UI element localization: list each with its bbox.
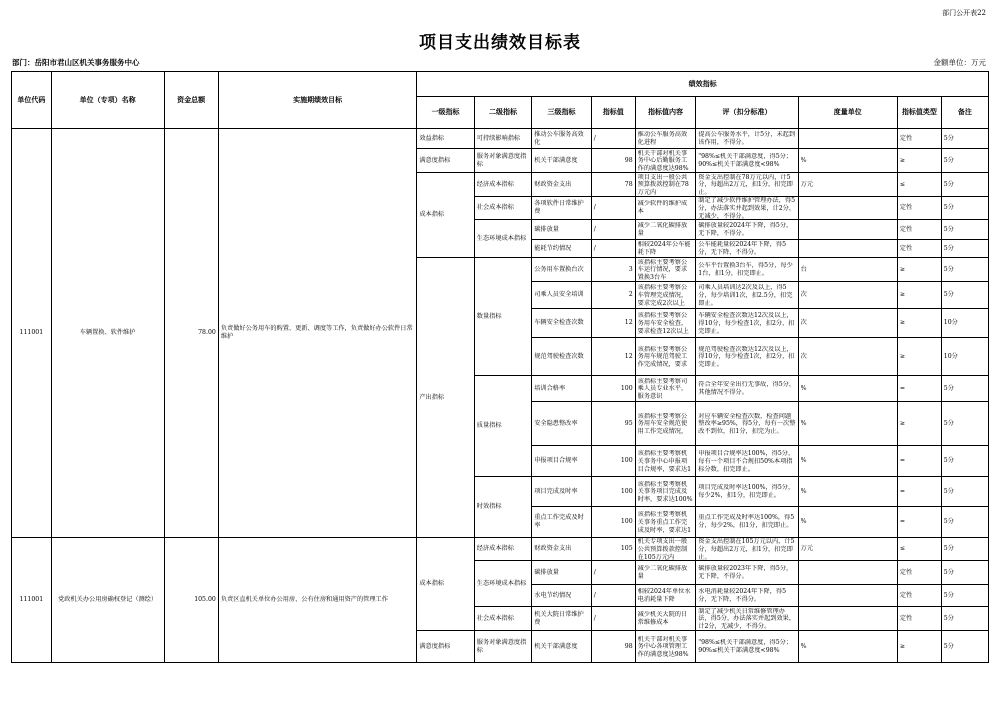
scoring-rule bbox=[696, 561, 798, 585]
level3-indicator: 水电节约情况 bbox=[532, 585, 592, 607]
value-type: ≥ bbox=[897, 282, 941, 309]
indicator-content bbox=[635, 258, 696, 282]
indicator-value: / bbox=[591, 220, 635, 240]
indicator-content-text: 该指标主要考察机关事务中心申报项目合规率，要求达1 bbox=[637, 450, 692, 472]
measure-unit bbox=[798, 240, 897, 258]
remark: 5分 bbox=[941, 631, 988, 663]
value-type: ≥ bbox=[897, 149, 941, 173]
header-l2: 二级指标 bbox=[474, 97, 531, 129]
indicator-content bbox=[635, 338, 696, 376]
scoring-rule-text: 资金支出控制在105万元以内，计5分，每超出2万元，扣1分，扣完即止。 bbox=[698, 538, 795, 560]
scoring-rule bbox=[696, 129, 798, 149]
header-rule: 评（扣分标准） bbox=[696, 97, 798, 129]
scoring-rule bbox=[696, 173, 798, 197]
indicator-content bbox=[635, 282, 696, 309]
measure-unit: % bbox=[798, 446, 897, 477]
indicator-content-text: 该指标主要考察公务用车安全检查，要求检查12次以上 bbox=[637, 312, 689, 334]
indicator-value: 98 bbox=[591, 149, 635, 173]
scoring-rule-text: "98%≤机关干部满意度，得5分；90%≤机关干部满意度<98% bbox=[698, 152, 793, 168]
implementation-goal: 负责区直机关单位办公用房、公有住房和通用资产的管理工作 bbox=[218, 538, 417, 663]
remark: 10分 bbox=[941, 309, 988, 338]
level2-indicator: 生态环境成本指标 bbox=[474, 220, 531, 258]
scoring-rule bbox=[696, 607, 798, 631]
scoring-rule bbox=[696, 197, 798, 220]
page-title: 项目支出绩效目标表 bbox=[419, 33, 581, 53]
remark: 5分 bbox=[941, 585, 988, 607]
indicator-content bbox=[635, 538, 696, 561]
remark: 5分 bbox=[941, 197, 988, 220]
indicator-value: 2 bbox=[591, 282, 635, 309]
indicator-value: 105 bbox=[591, 538, 635, 561]
remark: 5分 bbox=[941, 376, 988, 402]
indicator-value: 98 bbox=[591, 631, 635, 663]
indicator-content bbox=[635, 376, 696, 402]
measure-unit: 万元 bbox=[798, 173, 897, 197]
level3-indicator: 机关干部满意度 bbox=[532, 149, 592, 173]
scoring-rule bbox=[696, 507, 798, 538]
value-type: = bbox=[897, 507, 941, 538]
level2-indicator: 服务对象满意度指标 bbox=[474, 631, 531, 663]
measure-unit: % bbox=[798, 402, 897, 446]
scoring-rule-text: 提高公车服务水平，计5分，未起到该作用，不得分。 bbox=[698, 130, 796, 146]
remark: 5分 bbox=[941, 173, 988, 197]
indicator-content bbox=[635, 477, 696, 507]
indicator-value: 100 bbox=[591, 446, 635, 477]
unit-code: 111001 bbox=[12, 538, 52, 663]
level3-indicator: 规范驾驶检查次数 bbox=[532, 338, 592, 376]
value-type: ≥ bbox=[897, 258, 941, 282]
indicator-content-text: 该指标主要考察公车运行情况，要求置换3台车 bbox=[637, 258, 688, 281]
scoring-rule-text: 符合全年安全出行无事故，得5分，其他情况不得分。 bbox=[698, 380, 796, 396]
scoring-rule bbox=[696, 220, 798, 240]
measure-unit bbox=[798, 585, 897, 607]
value-type: = bbox=[897, 376, 941, 402]
measure-unit bbox=[798, 197, 897, 220]
level3-indicator: 财政资金支出 bbox=[532, 173, 592, 197]
indicator-content bbox=[635, 197, 696, 220]
indicator-content bbox=[635, 631, 696, 663]
level3-indicator: 推动公车服务高效化 bbox=[532, 129, 592, 149]
indicator-value: / bbox=[591, 607, 635, 631]
indicator-value: 12 bbox=[591, 338, 635, 376]
indicator-content-text: 减少二氧化碳排放量 bbox=[637, 564, 688, 580]
indicator-value: / bbox=[591, 240, 635, 258]
remark: 5分 bbox=[941, 561, 988, 585]
amount-unit-label: 金额单位：万元 bbox=[933, 58, 986, 67]
indicator-value: 12 bbox=[591, 309, 635, 338]
remark: 5分 bbox=[941, 607, 988, 631]
indicator-value: 100 bbox=[591, 477, 635, 507]
indicator-content bbox=[635, 240, 696, 258]
scoring-rule-text: 车辆安全检查次数达12次及以上，得10分，每少检查1次，扣2分，扣完即止。 bbox=[698, 312, 795, 334]
indicator-content bbox=[635, 585, 696, 607]
level3-indicator: 碳排放量 bbox=[532, 220, 592, 240]
measure-unit: 次 bbox=[798, 282, 897, 309]
value-type: 定性 bbox=[897, 585, 941, 607]
indicator-content-text: 推动公车服务高效化进程 bbox=[637, 130, 688, 146]
remark: 5分 bbox=[941, 446, 988, 477]
header-value: 指标值 bbox=[591, 97, 635, 129]
implementation-goal: 负责做好公务用车的购置、更新、调度等工作，负责做好办公软件日常维护 bbox=[218, 129, 417, 538]
scoring-rule bbox=[696, 282, 798, 309]
indicator-content bbox=[635, 220, 696, 240]
header-l3: 三级指标 bbox=[532, 97, 592, 129]
level1-indicator: 满意度指标 bbox=[417, 631, 474, 663]
level1-indicator: 满意度指标 bbox=[417, 149, 474, 173]
header-note: 备注 bbox=[941, 97, 988, 129]
fund-total: 78.00 bbox=[164, 129, 218, 538]
level3-indicator: 机关干部满意度 bbox=[532, 631, 592, 663]
level3-indicator: 安全隐患整改率 bbox=[532, 402, 592, 446]
scoring-rule bbox=[696, 149, 798, 173]
level3-indicator: 重点工作完成及时率 bbox=[532, 507, 592, 538]
level3-indicator: 机关大院日常维护费 bbox=[532, 607, 592, 631]
unit-code: 111001 bbox=[12, 129, 52, 538]
value-type: 定性 bbox=[897, 240, 941, 258]
level1-indicator: 成本指标 bbox=[417, 173, 474, 258]
indicator-value: 100 bbox=[591, 507, 635, 538]
measure-unit: % bbox=[798, 631, 897, 663]
level1-indicator: 产出指标 bbox=[417, 258, 474, 538]
value-type: ≥ bbox=[897, 402, 941, 446]
value-type: ≤ bbox=[897, 538, 941, 561]
level3-indicator: 培训合格率 bbox=[532, 376, 592, 402]
unit-name: 党政机关办公用房确权登记（测绘） bbox=[51, 538, 164, 663]
value-type: ≥ bbox=[897, 338, 941, 376]
level2-indicator: 质量指标 bbox=[474, 376, 531, 477]
header-code: 单位代码 bbox=[12, 72, 52, 129]
unit-name: 车辆置换、软件维护 bbox=[51, 129, 164, 538]
level1-indicator: 效益指标 bbox=[417, 129, 474, 149]
scoring-rule-text: 制定了减少软件维护管理办法，得5分，办法落实并起到效果，计2分，无减少，不得分。 bbox=[698, 197, 796, 219]
level3-indicator: 申报项目合规率 bbox=[532, 446, 592, 477]
scoring-rule-text: 碳排放量较2024年下降，得5分，无下降，不得分。 bbox=[698, 221, 793, 237]
scoring-rule bbox=[696, 240, 798, 258]
indicator-value: 95 bbox=[591, 402, 635, 446]
indicator-value: / bbox=[591, 585, 635, 607]
level3-indicator: 碳排放量 bbox=[532, 561, 592, 585]
scoring-rule-text: 资金支出控制在78万元以内，计5分，每超出2万元，扣1分，扣完即止。 bbox=[698, 173, 793, 196]
header-type: 指标值类型 bbox=[897, 97, 941, 129]
level3-indicator: 各项软件日常维护费 bbox=[532, 197, 592, 220]
scoring-rule-text: 项目完成及时率达100%，得5分，每少2%，扣1分，扣完即止。 bbox=[698, 483, 795, 499]
indicator-value: / bbox=[591, 197, 635, 220]
scoring-rule-text: 公车能耗量较2024年下降，得5分，无下降，不得分。 bbox=[698, 240, 787, 256]
indicator-content-text: 该指标主要考察司乘人员专业水平，服务意识 bbox=[637, 377, 688, 400]
value-type: ≤ bbox=[897, 173, 941, 197]
scoring-rule bbox=[696, 446, 798, 477]
value-type: ≥ bbox=[897, 631, 941, 663]
scoring-rule bbox=[696, 309, 798, 338]
indicator-content-text: 减少机关大院的日常维修成本 bbox=[637, 610, 688, 626]
header-indicators: 绩效指标 bbox=[417, 72, 989, 97]
value-type: 定性 bbox=[897, 129, 941, 149]
value-type: 定性 bbox=[897, 607, 941, 631]
scoring-rule-text: 制定了减少机关日常维修管理办法，得5分，办法落实并起到效果，计2分，无减少，不得分。 bbox=[698, 607, 796, 630]
header-name: 单位（专项）名称 bbox=[51, 72, 164, 129]
indicator-content bbox=[635, 129, 696, 149]
department-label: 部门：岳阳市君山区机关事务服务中心 bbox=[12, 58, 140, 67]
level3-indicator: 司乘人员安全培训 bbox=[532, 282, 592, 309]
indicator-content-text: 相较2024年公车能耗下降 bbox=[637, 240, 691, 256]
measure-unit: 万元 bbox=[798, 538, 897, 561]
indicator-content bbox=[635, 446, 696, 477]
remark: 5分 bbox=[941, 149, 988, 173]
value-type: = bbox=[897, 446, 941, 477]
scoring-rule-text: 碳排放量较2023年下降，得5分，无下降，不得分。 bbox=[698, 564, 793, 580]
indicator-content-text: 机关干部对机关事务中心各项管理工作的满意度达98% bbox=[637, 635, 689, 658]
scoring-rule-text: 规范驾驶检查次数达12次及以上，得10分，每少检查1次，扣2分，扣完即止。 bbox=[698, 345, 795, 368]
indicator-content bbox=[635, 173, 696, 197]
scoring-rule-text: 水电消耗量较2024年下降，得5分，无下降，不得分。 bbox=[698, 587, 787, 603]
indicator-value: 78 bbox=[591, 173, 635, 197]
level2-indicator: 经济成本指标 bbox=[474, 173, 531, 197]
remark: 5分 bbox=[941, 538, 988, 561]
scoring-rule-text: 司乘人员培训达2次及以上，得5分，每少培训1次，扣2.5分，扣完即止。 bbox=[698, 284, 793, 306]
indicator-content-text: 相较2024年单位水电消耗量下降 bbox=[637, 587, 691, 603]
level2-indicator: 可持续影响指标 bbox=[474, 129, 531, 149]
scoring-rule bbox=[696, 538, 798, 561]
level1-indicator: 成本指标 bbox=[417, 538, 474, 631]
scoring-rule bbox=[696, 631, 798, 663]
table-body bbox=[12, 129, 989, 663]
remark: 5分 bbox=[941, 258, 988, 282]
level3-indicator: 财政资金支出 bbox=[532, 538, 592, 561]
header-total: 资金总额 bbox=[164, 72, 218, 129]
indicator-content-text: 该指标主要考察公务用车安全规范使用工作完成情况， bbox=[637, 412, 688, 435]
scoring-rule bbox=[696, 376, 798, 402]
scoring-rule bbox=[696, 402, 798, 446]
table-row bbox=[12, 129, 989, 149]
level2-indicator: 社会成本指标 bbox=[474, 197, 531, 220]
header-content: 指标值内容 bbox=[635, 97, 696, 129]
level3-indicator: 公务用车置换台次 bbox=[532, 258, 592, 282]
measure-unit: % bbox=[798, 376, 897, 402]
measure-unit: % bbox=[798, 477, 897, 507]
indicator-content-text: 减少软件的维护成本 bbox=[637, 200, 688, 215]
remark: 5分 bbox=[941, 402, 988, 446]
measure-unit bbox=[798, 220, 897, 240]
measure-unit bbox=[798, 561, 897, 585]
performance-table bbox=[11, 71, 989, 663]
scoring-rule bbox=[696, 338, 798, 376]
header-goal: 实施期绩效目标 bbox=[218, 72, 417, 129]
level2-indicator: 生态环境成本指标 bbox=[474, 561, 531, 607]
value-type: ≥ bbox=[897, 309, 941, 338]
scoring-rule bbox=[696, 477, 798, 507]
scoring-rule-text: 公车平台置换3台车，得5分，每少1台，扣1分，扣完即止。 bbox=[698, 261, 793, 277]
measure-unit: 台 bbox=[798, 258, 897, 282]
indicator-content bbox=[635, 607, 696, 631]
scoring-rule-text: 对应车辆安全检查次数，检查问题整改率≥95%，得5分，每有一次整改不到位，扣1分，扣完为止。 bbox=[698, 412, 796, 435]
level2-indicator: 社会成本指标 bbox=[474, 607, 531, 631]
value-type: 定性 bbox=[897, 561, 941, 585]
indicator-value: / bbox=[591, 129, 635, 149]
indicator-content-text: 该指标主要考察机关事务项目完成及时率，要求达100% bbox=[637, 480, 693, 503]
scoring-rule bbox=[696, 258, 798, 282]
remark: 5分 bbox=[941, 477, 988, 507]
indicator-content bbox=[635, 507, 696, 538]
indicator-value: 100 bbox=[591, 376, 635, 402]
scoring-rule-text: 申报项目合规率达100%，得5分，每有一个项目不合规扣50%本项指标分数，扣完即止。 bbox=[698, 450, 795, 472]
fund-total: 105.00 bbox=[164, 538, 218, 663]
header-l1: 一级指标 bbox=[417, 97, 474, 129]
value-type: 定性 bbox=[897, 220, 941, 240]
indicator-content-text: 减少二氧化碳排放量 bbox=[637, 221, 688, 237]
indicator-content bbox=[635, 561, 696, 585]
level2-indicator: 数量指标 bbox=[474, 258, 531, 376]
header-measure: 度量单位 bbox=[798, 97, 897, 129]
level3-indicator: 车辆安全检查次数 bbox=[532, 309, 592, 338]
indicator-content-text: 机关专项支出一般公共预算拨款控制在105万元内 bbox=[637, 538, 688, 560]
indicator-value: / bbox=[591, 561, 635, 585]
level3-indicator: 能耗节约情况 bbox=[532, 240, 592, 258]
measure-unit: % bbox=[798, 149, 897, 173]
remark: 10分 bbox=[941, 338, 988, 376]
indicator-content-text: 项目支出一般公共预算拨款控制在78万元内 bbox=[637, 173, 689, 196]
indicator-value: 3 bbox=[591, 258, 635, 282]
level2-indicator: 服务对象满意度指标 bbox=[474, 149, 531, 173]
scoring-rule bbox=[696, 585, 798, 607]
remark: 5分 bbox=[941, 507, 988, 538]
indicator-content bbox=[635, 149, 696, 173]
scoring-rule-text: "98%≤机关干部满意度，得5分；90%≤机关干部满意度<98% bbox=[698, 638, 793, 654]
remark: 5分 bbox=[941, 240, 988, 258]
measure-unit: % bbox=[798, 507, 897, 538]
level3-indicator: 项目完成及时率 bbox=[532, 477, 592, 507]
indicator-content-text: 该指标主要考察公务用车规范驾驶工作完成情况，要求 bbox=[637, 345, 688, 368]
measure-unit bbox=[798, 607, 897, 631]
measure-unit: 次 bbox=[798, 309, 897, 338]
remark: 5分 bbox=[941, 282, 988, 309]
measure-unit: 次 bbox=[798, 338, 897, 376]
measure-unit bbox=[798, 129, 897, 149]
indicator-content bbox=[635, 402, 696, 446]
remark: 5分 bbox=[941, 129, 988, 149]
scoring-rule-text: 重点工作完成及时率达100%，得5分，每少2%，扣1分，扣完即止。 bbox=[698, 514, 795, 529]
remark: 5分 bbox=[941, 220, 988, 240]
level2-indicator: 时效指标 bbox=[474, 477, 531, 538]
level2-indicator: 经济成本指标 bbox=[474, 538, 531, 561]
value-type: 定性 bbox=[897, 197, 941, 220]
value-type: = bbox=[897, 477, 941, 507]
indicator-content-text: 机关干部对机关事务中心后勤服务工作的满意度达98% bbox=[637, 149, 689, 172]
indicator-content-text: 该指标主要考察公车管理完成情况，要求完成2次以上 bbox=[637, 284, 688, 306]
indicator-content-text: 该指标主要考察机关事务重点工作完成及时率，要求达1 bbox=[637, 511, 692, 533]
indicator-content bbox=[635, 309, 696, 338]
page-number: 部门公开表22 bbox=[942, 9, 986, 17]
table-row bbox=[12, 538, 989, 561]
